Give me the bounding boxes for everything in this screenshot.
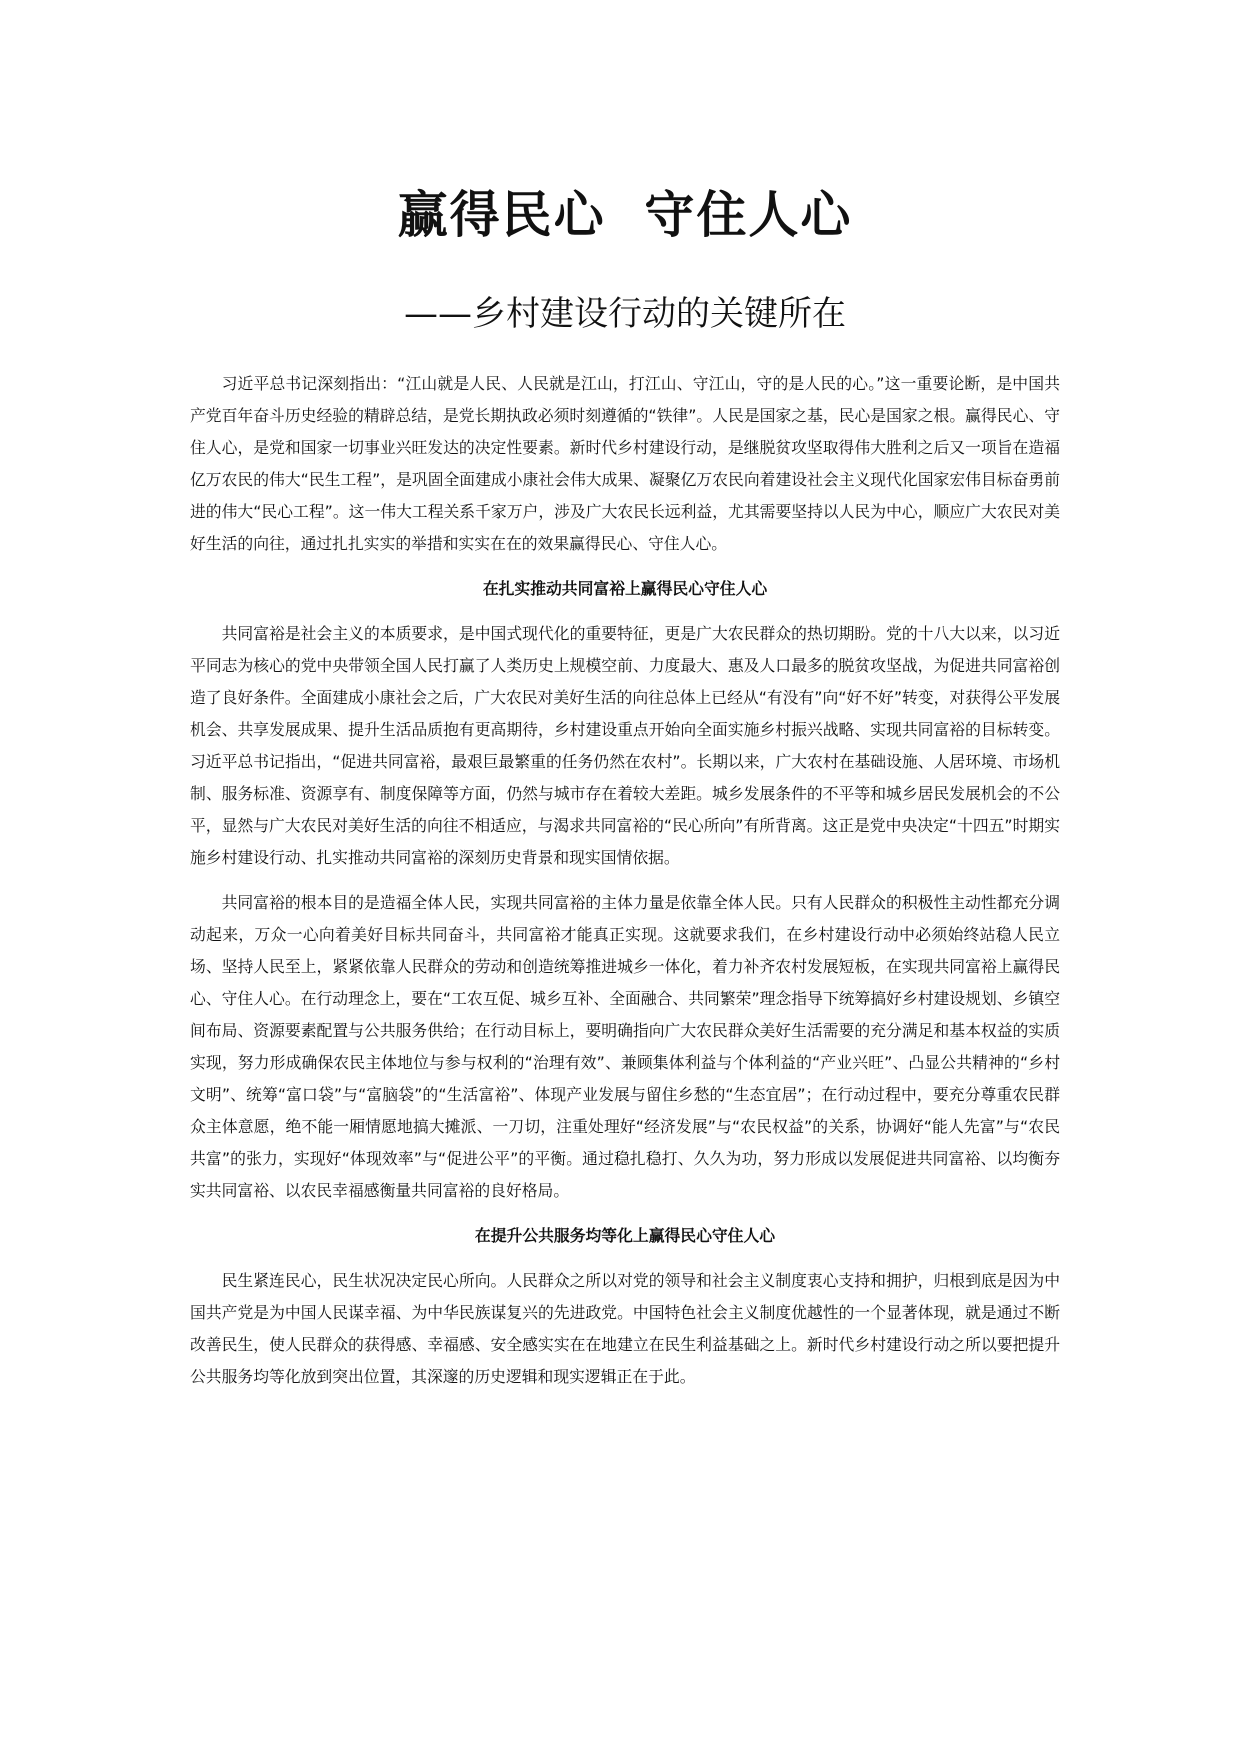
intro-paragraph: 习近平总书记深刻指出：“江山就是人民、人民就是江山，打江山、守江山，守的是人民的心。”这一重要论断，是中国共产党百年奋斗历史经验的精辟总结，是党长期执政必须时刻遵循的“铁律”。人民是国家之基，民心是国家之根。赢得民心、守住人心，是党和国家一切事业兴旺发达的决定性要素。新时代乡村建设行动，是继脱贫攻坚取得伟大胜利之后又一项旨在造福亿万农民的伟大“民生工程”，是巩固全面建成小康社会伟大成果、凝聚亿万农民向着建设社会主义现代化国家宏伟目标奋勇前进的伟大“民心工程”。这一伟大工程关系千家万户，涉及广大农民长远利益，尤其需要坚持以人民为中心，顺应广大农民对美好生活的向往，通过扎扎实实的举措和实实在在的效果赢得民心、守住人心。 [190,374,1060,553]
section-heading: 在扎实推动共同富裕上赢得民心守住人心 [482,579,768,598]
document-page [190,150,1060,1393]
section-common-prosperity [190,573,1060,1207]
body-paragraph: 共同富裕的根本目的是造福全体人民，实现共同富裕的主体力量是依靠全体人民。只有人民群众的积极性主动性都充分调动起来，万众一心向着美好目标共同奋斗，共同富裕才能真正实现。这就要求我们，在乡村建设行动中必须始终站稳人民立场、坚持人民至上，紧紧依靠人民群众的劳动和创造统筹推进城乡一体化，着力补齐农村发展短板，在实现共同富裕上赢得民心、守住人心。在行动理念上，要在“工农互促、城乡互补、全面融合、共同繁荣”理念指导下统筹搞好乡村建设规划、乡镇空间布局、资源要素配置与公共服务供给；在行动目标上，要明确指向广大农民群众美好生活需要的充分满足和基本权益的实质实现，努力形成确保农民主体地位与参与权利的“治理有效”、兼顾集体利益与个体利益的“产业兴旺”、凸显公共精神的“乡村文明”、统筹“富口袋”与“富脑袋”的“生活富裕”、体现产业发展与留住乡愁的“生态宜居”；在行动过程中，要充分尊重农民群众主体意愿，绝不能一厢情愿地搞大摊派、一刀切，注重处理好“经济发展”与“农民权益”的关系，协调好“能人先富”与“农民共富”的张力，实现好“体现效率”与“促进公平”的平衡。通过稳扎稳打、久久为功，努力形成以发展促进共同富裕、以均衡夯实共同富裕、以农民幸福感衡量共同富裕的良好格局。 [190,893,1060,1200]
section-heading: 在提升公共服务均等化上赢得民心守住人心 [474,1226,776,1245]
document-title: 赢得民心 守住人心 [397,186,853,244]
body-paragraph: 民生紧连民心，民生状况决定民心所向。人民群众之所以对党的领导和社会主义制度衷心支持和拥护，归根到底是因为中国共产党是为中国人民谋幸福、为中华民族谋复兴的先进政党。中国特色社会主义制度优越性的一个显著体现，就是通过不断改善民生，使人民群众的获得感、幸福感、安全感实实在在地建立在民生利益基础之上。新时代乡村建设行动之所以要把提升公共服务均等化放到突出位置，其深邃的历史逻辑和现实逻辑正在于此。 [190,1271,1060,1386]
body-paragraph: 共同富裕是社会主义的本质要求，是中国式现代化的重要特征，更是广大农民群众的热切期盼。党的十八大以来，以习近平同志为核心的党中央带领全国人民打赢了人类历史上规模空前、力度最大、惠及人口最多的脱贫攻坚战，为促进共同富裕创造了良好条件。全面建成小康社会之后，广大农民对美好生活的向往总体上已经从“有没有”向“好不好”转变，对获得公平发展机会、共享发展成果、提升生活品质抱有更高期待，乡村建设重点开始向全面实施乡村振兴战略、实现共同富裕的目标转变。习近平总书记指出，“促进共同富裕，最艰巨最繁重的任务仍然在农村”。长期以来，广大农村在基础设施、人居环境、市场机制、服务标准、资源享有、制度保障等方面，仍然与城市存在着较大差距。城乡发展条件的不平等和城乡居民发展机会的不公平，显然与广大农民对美好生活的向往不相适应，与渴求共同富裕的“民心所向”有所背离。这正是党中央决定“十四五”时期实施乡村建设行动、扎实推动共同富裕的深刻历史背景和现实国情依据。 [190,624,1060,867]
document-subtitle: ——乡村建设行动的关键所在 [404,294,846,334]
section-public-services [190,1220,1060,1393]
